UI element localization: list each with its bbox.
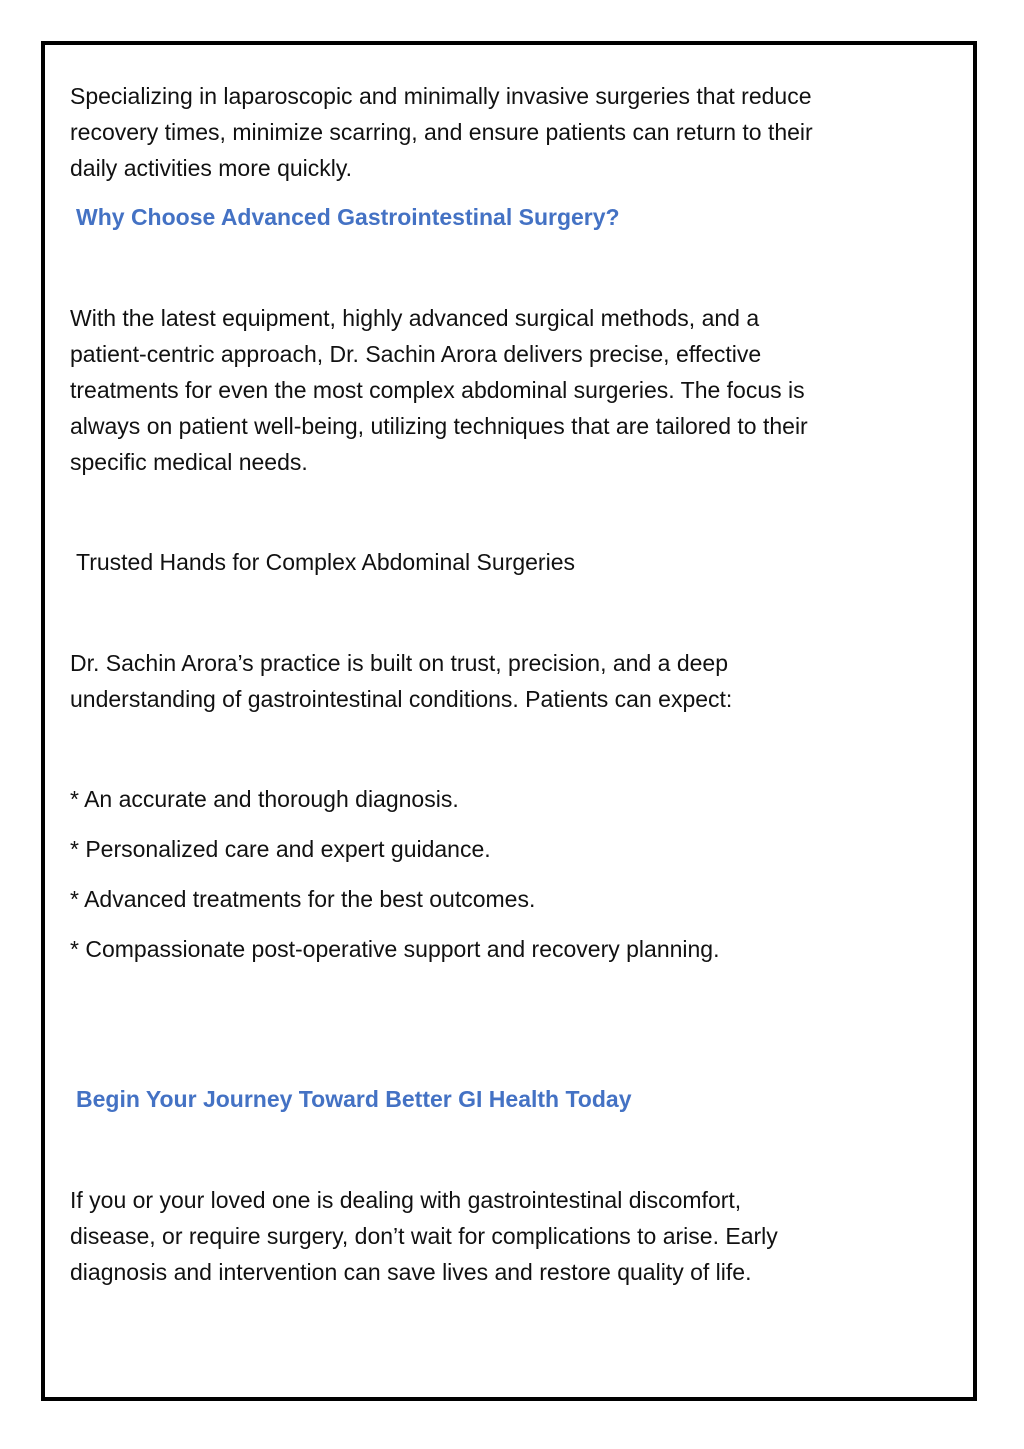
why-choose-line-1: With the latest equipment, highly advanced surgical methods, and a (70, 305, 760, 331)
list-item: * Personalized care and expert guidance. (70, 836, 491, 862)
trusted-hands-line-2: understanding of gastrointestinal conditions. Patients can expect: (70, 686, 733, 712)
intro-line-3: daily activities more quickly. (70, 155, 353, 181)
list-item: * Advanced treatments for the best outcomes. (70, 886, 536, 912)
why-choose-line-3: treatments for even the most complex abdominal surgeries. The focus is (70, 377, 805, 403)
journey-heading: Begin Your Journey Toward Better GI Health Today (76, 1086, 632, 1112)
list-item: * Compassionate post-operative support and recovery planning. (70, 936, 720, 962)
why-choose-heading: Why Choose Advanced Gastrointestinal Surgery? (76, 204, 620, 230)
trusted-hands-line-1: Dr. Sachin Arora’s practice is built on trust, precision, and a deep (70, 650, 728, 676)
journey-line-3: diagnosis and intervention can save lives and restore quality of life. (70, 1259, 752, 1285)
journey-paragraph (70, 1182, 778, 1290)
trusted-hands-paragraph (70, 645, 732, 717)
intro-line-1: Specializing in laparoscopic and minimally invasive surgeries that reduce (70, 83, 812, 109)
intro-paragraph (70, 78, 813, 186)
why-choose-paragraph (70, 300, 808, 480)
why-choose-line-4: always on patient well-being, utilizing techniques that are tailored to their (70, 413, 808, 439)
journey-line-2: disease, or require surgery, don’t wait for complications to arise. Early (70, 1223, 778, 1249)
journey-line-1: If you or your loved one is dealing with gastrointestinal discomfort, (70, 1187, 742, 1213)
list-item: * An accurate and thorough diagnosis. (70, 786, 459, 812)
why-choose-line-5: specific medical needs. (70, 449, 308, 475)
why-choose-line-2: patient-centric approach, Dr. Sachin Arora delivers precise, effective (70, 341, 762, 367)
intro-line-2: recovery times, minimize scarring, and ensure patients can return to their (70, 119, 813, 145)
trusted-hands-heading: Trusted Hands for Complex Abdominal Surgeries (76, 549, 575, 575)
